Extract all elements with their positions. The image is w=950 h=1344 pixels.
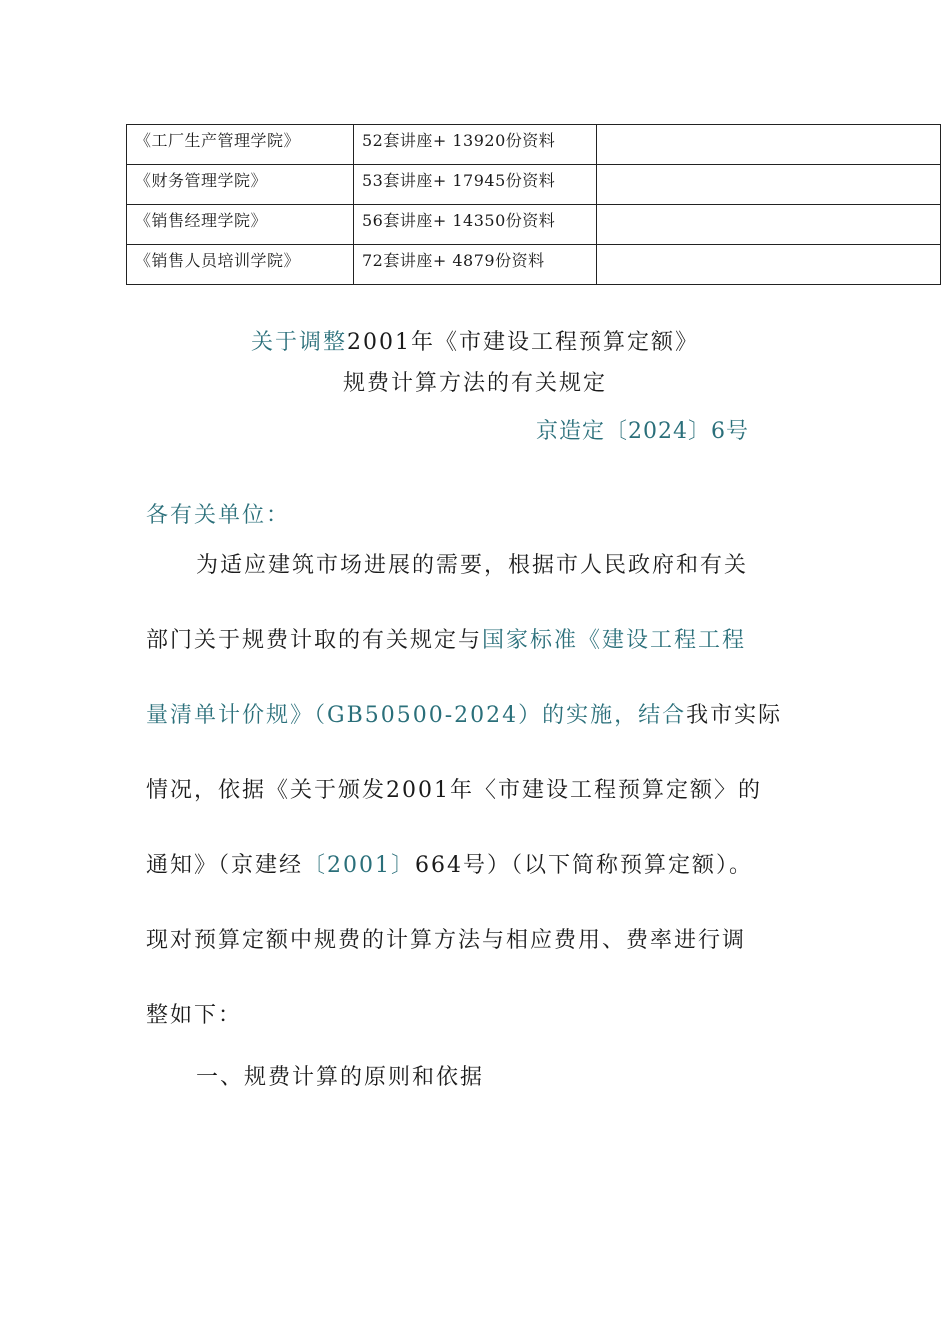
catalog-table — [126, 124, 941, 285]
table-cell-content: 72套讲座+ 4879份资料 — [354, 245, 597, 285]
table-cell-name: 《销售经理学院》 — [127, 205, 354, 245]
table-cell-content: 52套讲座+ 13920份资料 — [354, 125, 597, 165]
body-line — [146, 923, 746, 954]
table-cell-note — [597, 125, 941, 165]
table-row — [127, 125, 941, 165]
table-cell-content: 56套讲座+ 14350份资料 — [354, 205, 597, 245]
body-text: 我市实际 — [686, 703, 783, 728]
body-line — [146, 698, 782, 729]
table-cell-name: 《财务管理学院》 — [127, 165, 354, 205]
table-row — [127, 165, 941, 205]
table-cell-name: 《销售人员培训学院》 — [127, 245, 354, 285]
body-line — [146, 623, 746, 654]
title-main: 2001年《市建设工程预算定额》 — [347, 330, 699, 355]
document-title-line1 — [0, 325, 950, 356]
table-cell-name: 《工厂生产管理学院》 — [127, 125, 354, 165]
body-text: 通知》（京建经 — [146, 853, 304, 878]
document-number: 京造定〔2024〕6号 — [536, 419, 749, 444]
table-cell-note — [597, 165, 941, 205]
body-text: 整如下： — [146, 1003, 243, 1028]
body-text: 664号）（以下简称预算定额）。 — [415, 853, 754, 878]
table-row — [127, 245, 941, 285]
body-line — [146, 998, 242, 1029]
salutation: 各有关单位： — [146, 503, 291, 528]
body-line — [196, 548, 748, 579]
body-line — [146, 773, 762, 804]
body-text: 为适应建筑市场进展的需要，根据市人民政府和有关 — [196, 553, 749, 578]
body-text: 情况，依据《关于颁发2001年〈市建设工程预算定额〉的 — [146, 778, 762, 803]
body-text: 部门关于规费计取的有关规定与 — [146, 628, 483, 653]
table-row — [127, 205, 941, 245]
table-cell-content: 53套讲座+ 17945份资料 — [354, 165, 597, 205]
body-text: 现对预算定额中规费的计算方法与相应费用、费率进行调 — [146, 928, 747, 953]
section-heading: 一、规费计算的原则和依据 — [196, 1065, 485, 1090]
table-cell-note — [597, 205, 941, 245]
body-text-highlight: 〔2001〕 — [303, 853, 416, 878]
title-prefix: 关于调整 — [250, 330, 347, 355]
body-line — [146, 848, 753, 879]
table-cell-note — [597, 245, 941, 285]
body-text-highlight: 国家标准《建设工程工程 — [482, 628, 747, 653]
document-title-line2: 规费计算方法的有关规定 — [342, 371, 607, 396]
body-text-highlight: 量清单计价规》（GB50500-2024）的实施，结合 — [146, 703, 687, 728]
